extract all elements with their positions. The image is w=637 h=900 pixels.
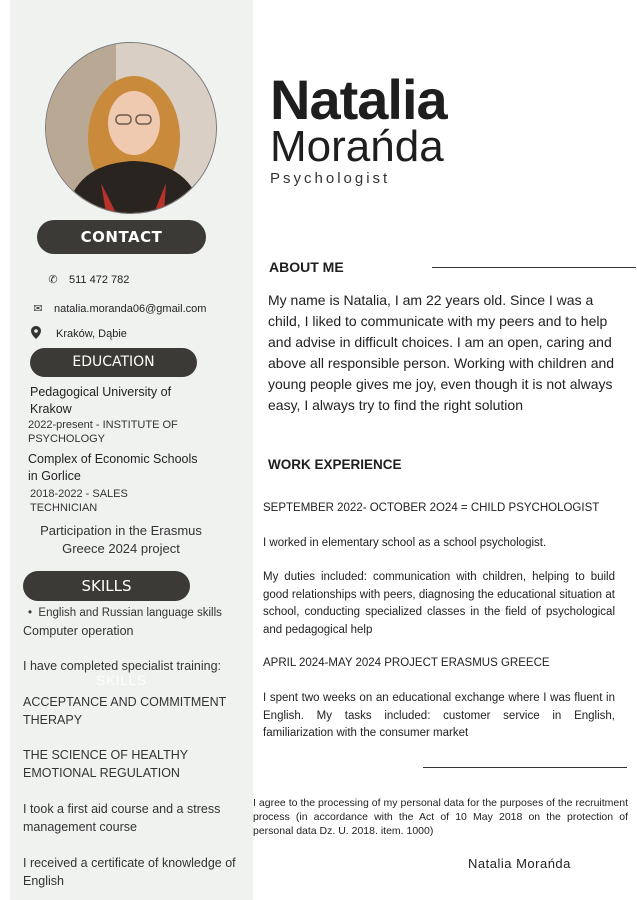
school1-name: Pedagogical University of Krakow bbox=[30, 385, 172, 416]
english-certificate: I received a certificate of knowledge of English bbox=[23, 856, 236, 888]
profile-photo bbox=[45, 42, 217, 214]
location-text: Kraków, Dąbie bbox=[56, 328, 127, 340]
bullet-icon: • bbox=[28, 607, 39, 619]
skills-heading: SKILLS bbox=[23, 571, 190, 601]
envelope-icon: ✉ bbox=[33, 303, 43, 315]
school2-name: Complex of Economic Schools in Gorlice bbox=[28, 452, 198, 483]
job1-duties: My duties included: communication with children, helping to build good relationships with peers, diagnosing the educational situation at school, conducting specialized classes in the field of psychological and pedagogical help bbox=[263, 571, 615, 636]
role-title: Psychologist bbox=[270, 170, 391, 187]
school1-detail: 2022-present - INSTITUTE OF PSYCHOLOGY bbox=[28, 419, 178, 445]
location-pin-icon bbox=[30, 326, 42, 342]
about-text: My name is Natalia, I am 22 years old. Since I was a child, I liked to communicate with my peers and to help and advise in difficult choices. I am an open, caring and above all responsible person. Working with children and young people gives me joy, even though it is not always easy, I always try to find the right solution bbox=[268, 292, 615, 413]
ghost-skills-label: SKILLS bbox=[96, 672, 147, 688]
erasmus-note: Participation in the Erasmus Greece 2024 project bbox=[40, 523, 202, 556]
contact-heading: CONTACT bbox=[37, 220, 206, 254]
last-name: Morańda bbox=[270, 122, 444, 171]
skill-computer: Computer operation bbox=[23, 624, 134, 638]
first-aid-course: I took a first aid course and a stress management course bbox=[23, 802, 221, 834]
phone-icon: ✆ bbox=[48, 274, 58, 286]
training-act: ACCEPTANCE AND COMMITMENT THERAPY bbox=[23, 695, 227, 727]
about-divider bbox=[432, 267, 636, 268]
consent-divider bbox=[423, 767, 627, 768]
skill-languages-text: English and Russian language skills bbox=[38, 607, 222, 619]
contact-location bbox=[30, 326, 127, 342]
job1-title: SEPTEMBER 2022- OCTOBER 2O24 = CHILD PSYCHOLOGIST bbox=[263, 502, 600, 514]
email-text: natalia.moranda06@gmail.com bbox=[54, 302, 207, 315]
job1-description: I worked in elementary school as a school psychologist. bbox=[263, 537, 547, 549]
training-intro: I have completed specialist training: bbox=[23, 659, 222, 673]
school2-detail: 2018-2022 - SALES TECHNICIAN bbox=[30, 488, 128, 514]
contact-email bbox=[32, 302, 206, 315]
job2-title: APRIL 2024-MAY 2024 PROJECT ERASMUS GREECE bbox=[263, 657, 550, 669]
first-name: Natalia bbox=[270, 68, 447, 131]
signature: Natalia Morańda bbox=[468, 856, 571, 871]
work-heading: WORK EXPERIENCE bbox=[268, 457, 402, 472]
job2-description: I spent two weeks on an educational exchange where I was fluent in English. My tasks included: customer service in English, familiarization with the consumer market bbox=[263, 692, 615, 739]
skill-languages bbox=[28, 606, 248, 620]
education-heading: EDUCATION bbox=[30, 348, 197, 377]
consent-text: I agree to the processing of my personal data for the purposes of the recruitment process (in accordance with the Act of 10 May 2018 on the protection of personal data Dz. U. 2018. item. 1000) bbox=[253, 797, 628, 837]
about-heading: ABOUT ME bbox=[269, 259, 344, 275]
phone-text: 511 472 782 bbox=[69, 273, 130, 286]
contact-phone bbox=[47, 273, 129, 286]
training-emotional: THE SCIENCE OF HEALTHY EMOTIONAL REGULATION bbox=[23, 748, 188, 780]
